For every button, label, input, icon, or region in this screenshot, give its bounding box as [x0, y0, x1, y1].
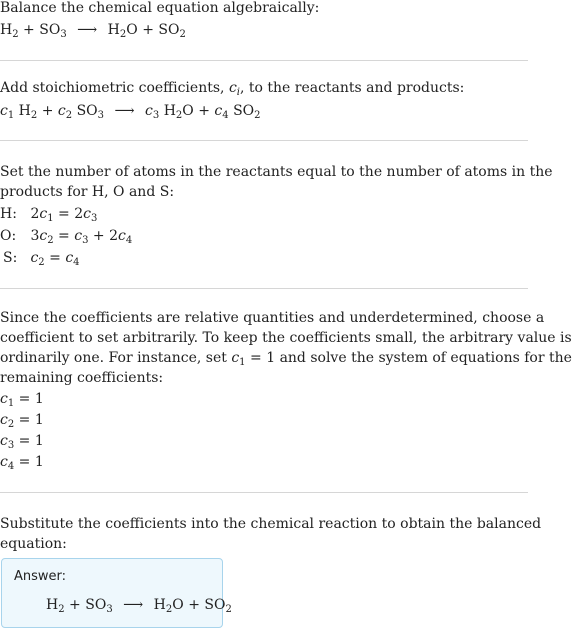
subscript: 3: [97, 110, 105, 121]
plus-sign: +: [23, 22, 35, 38]
answer-box: [1, 558, 232, 628]
balanced-equation: [46, 597, 232, 613]
since-text-3b: and solve the system of equations for the: [279, 350, 572, 366]
plus-sign: +: [41, 103, 54, 119]
so-symbol: SO: [76, 103, 98, 119]
subscript: 3: [7, 440, 15, 451]
so-symbol: SO: [39, 22, 61, 38]
solution-c3: [0, 431, 44, 451]
coefficient-number: 2: [74, 206, 84, 222]
element-label: O:: [0, 228, 17, 244]
subscript: 2: [38, 257, 45, 268]
subscript: 3: [60, 29, 67, 40]
subscript: 2: [47, 235, 54, 246]
subscript: 3: [152, 110, 160, 121]
h-symbol: H: [153, 597, 166, 613]
divider: [0, 140, 528, 141]
equals-sign: =: [18, 391, 31, 407]
value: 1: [34, 454, 44, 470]
element-label: S:: [3, 250, 18, 266]
so-symbol: SO: [158, 22, 180, 38]
subscript: 2: [179, 29, 186, 40]
subscript: 1: [7, 110, 15, 121]
value: 1: [266, 350, 276, 366]
since-text-2: coefficient to set arbitrarily. To keep the coefficients small, the arbitrary value is: [0, 330, 572, 346]
coefficient-symbol: c: [145, 103, 153, 119]
reaction-arrow: ⟶: [77, 22, 98, 38]
value: 1: [34, 391, 44, 407]
coefficient-symbol: c: [0, 454, 8, 470]
coefficient-symbol: c: [83, 206, 91, 222]
subscript: 2: [12, 29, 19, 40]
since-text-1: Since the coefficients are relative quantities and underdetermined, choose a: [0, 310, 545, 326]
set-atoms-text-1: Set the number of atoms in the reactants equal to the number of atoms in the: [0, 164, 553, 180]
subscript: 3: [82, 235, 89, 246]
coefficient-symbol: c: [0, 433, 8, 449]
coefficient-symbol: c: [57, 103, 66, 119]
solution-c2: [0, 410, 44, 430]
element-label: H:: [0, 206, 17, 222]
subscript: 2: [225, 604, 232, 615]
coefficient-symbol: c: [118, 228, 126, 244]
subscript: 4: [222, 110, 229, 121]
subscript: 1: [239, 357, 246, 368]
since-text-4: remaining coefficients:: [0, 370, 164, 386]
equals-sign: =: [58, 228, 70, 244]
answer-label: Answer:: [14, 569, 67, 584]
subscript: 4: [125, 235, 133, 246]
o-balance-equation: [0, 226, 132, 246]
reaction-arrow: ⟶: [123, 597, 144, 613]
since-text-3: [0, 348, 572, 368]
subscript: 2: [119, 29, 127, 40]
coefficient-symbol: c: [231, 350, 240, 366]
coefficient-number: 2: [30, 206, 40, 222]
coefficient-symbol: c: [39, 206, 48, 222]
divider: [0, 492, 528, 493]
subscript: 3: [91, 213, 98, 224]
o-symbol: O: [172, 597, 184, 613]
equals-sign: =: [18, 412, 31, 428]
plus-sign: +: [188, 597, 200, 613]
coefficient-symbol: c: [39, 228, 48, 244]
subscript: 1: [47, 213, 54, 224]
subscript: 2: [175, 110, 183, 121]
value: 1: [34, 433, 44, 449]
divider: [0, 60, 528, 61]
coefficient-symbol: c: [65, 250, 74, 266]
intro-text: Balance the chemical equation algebraically:: [0, 0, 320, 16]
h-symbol: H: [163, 103, 176, 119]
s-balance-equation: [0, 248, 80, 268]
subscript: 4: [7, 461, 15, 472]
add-coefficients-text: [0, 78, 464, 98]
solution-c1: [0, 389, 44, 409]
reaction-arrow: ⟶: [114, 103, 135, 119]
set-atoms-text-2: products for H, O and S:: [0, 184, 175, 200]
subscript: 4: [73, 257, 80, 268]
h-symbol: H: [107, 22, 120, 38]
equals-sign: =: [18, 454, 31, 470]
equals-sign: =: [58, 206, 70, 222]
coefficient-symbol: c: [0, 103, 8, 119]
coefficient-symbol: c: [214, 103, 223, 119]
subscript: 1: [7, 398, 15, 409]
equals-sign: =: [18, 433, 31, 449]
coefficient-number: 3: [30, 228, 40, 244]
plus-sign: +: [92, 228, 105, 244]
subscript: 2: [58, 604, 65, 615]
coefficient-equation: [0, 101, 261, 121]
coefficient-symbol: c: [228, 80, 237, 96]
add-coeffs-label: Add stoichiometric coefficients,: [0, 80, 225, 96]
h-symbol: H: [46, 597, 59, 613]
h-symbol: H: [0, 22, 13, 38]
add-coeffs-tail: , to the reactants and products:: [239, 80, 465, 96]
o-symbol: O: [182, 103, 194, 119]
plus-sign: +: [69, 597, 81, 613]
plus-sign: +: [198, 103, 210, 119]
subscript: i: [236, 87, 240, 98]
so-symbol: SO: [85, 597, 107, 613]
equals-sign: =: [49, 250, 61, 266]
h-symbol: H: [18, 103, 31, 119]
coefficient-symbol: c: [0, 412, 8, 428]
coefficient-symbol: c: [74, 228, 83, 244]
o-symbol: O: [126, 22, 138, 38]
unbalanced-equation: [0, 20, 186, 40]
since-text-3a: ordinarily one. For instance, set: [0, 350, 227, 366]
equals-sign: =: [250, 350, 262, 366]
coefficient-symbol: c: [30, 250, 39, 266]
coefficient-symbol: c: [0, 391, 8, 407]
value: 1: [34, 412, 44, 428]
so-symbol: SO: [233, 103, 255, 119]
coefficient-number: 2: [109, 228, 119, 244]
subscript: 3: [106, 604, 113, 615]
h-balance-equation: [0, 204, 97, 224]
solution-c4: [0, 452, 44, 472]
subscript: 2: [7, 419, 15, 430]
so-symbol: SO: [204, 597, 226, 613]
subscript: 2: [254, 110, 261, 121]
plus-sign: +: [142, 22, 154, 38]
subscript: 2: [30, 110, 38, 121]
subscript: 2: [65, 110, 73, 121]
divider: [0, 288, 528, 289]
substitute-text-1: Substitute the coefficients into the chemical reaction to obtain the balanced: [0, 516, 542, 532]
subscript: 2: [165, 604, 173, 615]
substitute-text-2: equation:: [0, 536, 67, 552]
